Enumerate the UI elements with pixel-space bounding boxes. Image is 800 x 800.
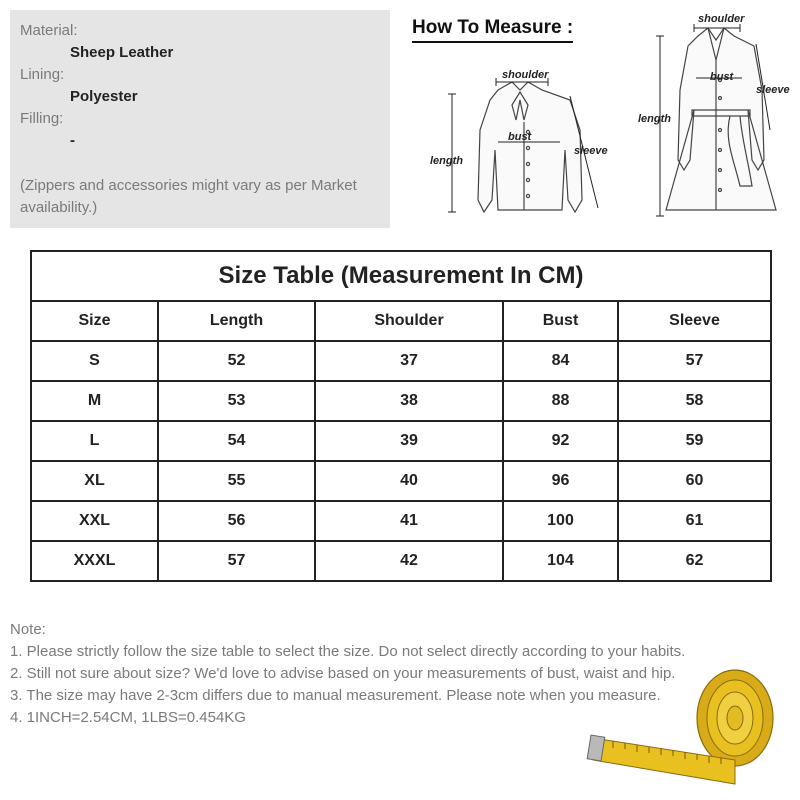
table-cell: S [31,341,158,381]
table-cell: 58 [618,381,771,421]
table-row [31,501,771,541]
table-cell: 61 [618,501,771,541]
table-cell: XXXL [31,541,158,581]
table-row [31,381,771,421]
accessories-note: (Zippers and accessories might vary as per Market availability.) [20,177,357,216]
table-cell: 88 [503,381,618,421]
shirt-sleeve-label: sleeve [574,145,608,157]
column-header: Size [31,301,158,341]
column-header: Shoulder [315,301,503,341]
table-cell: 56 [158,501,315,541]
table-cell: 57 [158,541,315,581]
table-cell: 41 [315,501,503,541]
dress-bust-label: bust [710,71,734,83]
table-row [31,541,771,581]
table-cell: 84 [503,341,618,381]
table-cell: XXL [31,501,158,541]
table-cell: M [31,381,158,421]
dress-shoulder-label: shoulder [698,13,745,25]
note-item: 1. Please strictly follow the size table to select the size. Do not select directly according to your habits. [10,643,686,660]
filling-label: Filling: [20,110,64,127]
table-cell: 55 [158,461,315,501]
table-cell: 100 [503,501,618,541]
table-cell: 37 [315,341,503,381]
table-cell: 53 [158,381,315,421]
note-item: 4. 1INCH=2.54CM, 1LBS=0.454KG [10,709,246,726]
table-row [31,461,771,501]
size-table-title: Size Table (Measurement In CM) [31,251,771,301]
lining-value: Polyester [70,88,138,105]
dress-measure-diagram [636,10,796,225]
dress-sleeve-label: sleeve [756,84,790,96]
table-cell: 42 [315,541,503,581]
lining-label: Lining: [20,66,65,83]
note-item: 2. Still not sure about size? We'd love to advise based on your measurements of bust, waist and hip. [10,665,676,682]
shirt-length-label: length [430,155,463,167]
column-header: Length [158,301,315,341]
table-cell: 40 [315,461,503,501]
table-cell: 54 [158,421,315,461]
table-cell: 52 [158,341,315,381]
table-cell: 39 [315,421,503,461]
shirt-shoulder-label: shoulder [502,69,549,81]
shirt-measure-diagram [420,60,615,225]
table-cell: XL [31,461,158,501]
table-cell: L [31,421,158,461]
how-to-measure-title: How To Measure : [412,16,573,43]
table-cell: 92 [503,421,618,461]
table-cell: 96 [503,461,618,501]
table-cell: 59 [618,421,771,461]
table-cell: 57 [618,341,771,381]
size-table-header-row [31,301,771,341]
shirt-bust-label: bust [508,131,532,143]
notes-heading: Note: [10,621,46,638]
table-row [31,341,771,381]
table-cell: 38 [315,381,503,421]
column-header: Bust [503,301,618,341]
material-info-box [10,10,390,228]
note-item: 3. The size may have 2-3cm differs due to manual measurement. Please note when you measure. [10,687,661,704]
table-cell: 60 [618,461,771,501]
measuring-tape-icon [585,660,785,795]
dress-length-label: length [638,113,671,125]
table-cell: 104 [503,541,618,581]
material-value: Sheep Leather [70,44,174,61]
size-table [30,250,772,582]
column-header: Sleeve [618,301,771,341]
table-cell: 62 [618,541,771,581]
material-label: Material: [20,22,78,39]
table-row [31,421,771,461]
filling-value: - [70,132,75,149]
